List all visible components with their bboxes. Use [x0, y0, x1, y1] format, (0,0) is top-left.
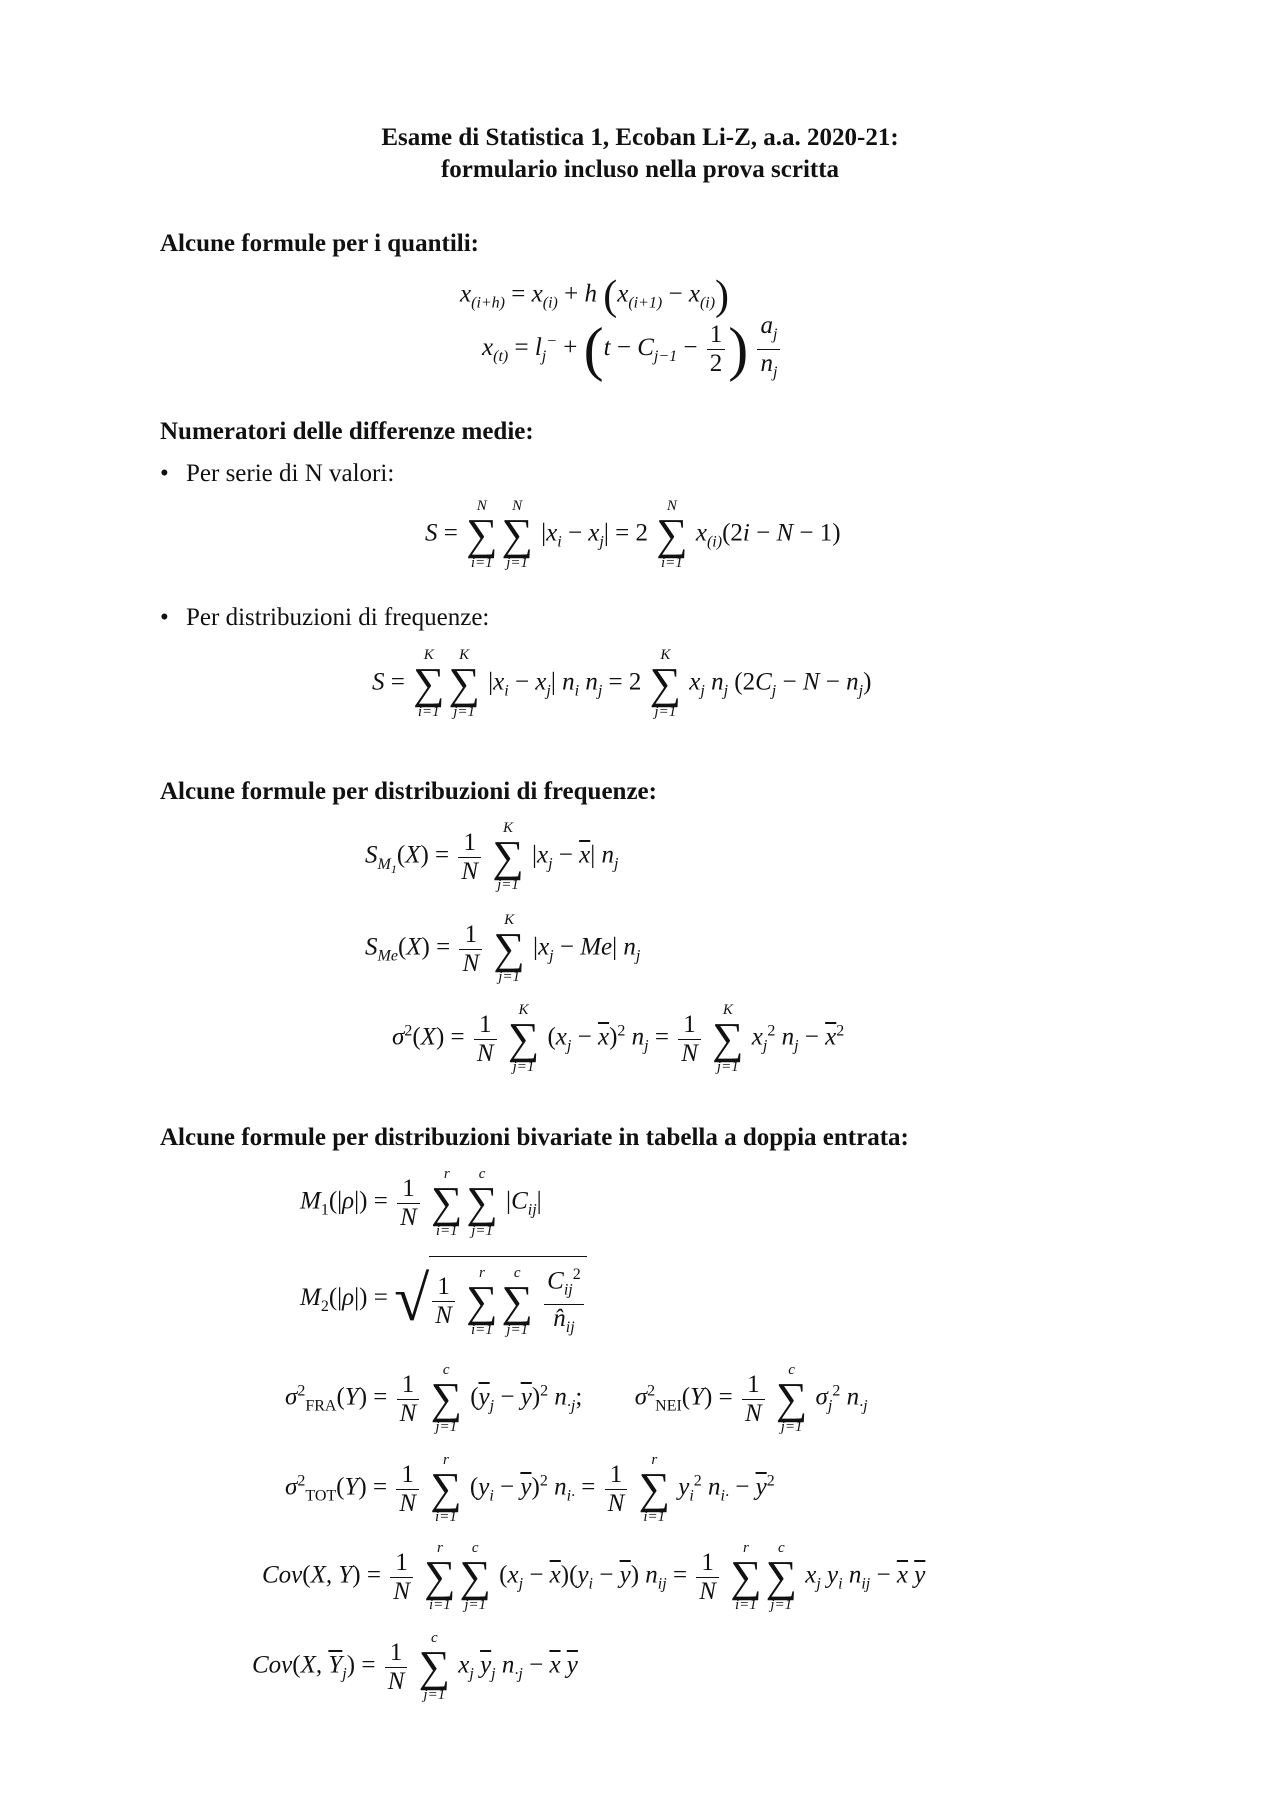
formula-m2-rho: $M_2(|\rho|)$ = √ $\frac{1}{N}$ r ∑ i=1 c ∑ j=1 $\frac{C_{ij}^2}{n̂_{ij}}$: [300, 1256, 587, 1342]
document-title-line2: formulario incluso nella prova scritta: [440, 156, 840, 183]
formula-m1-rho: $M_1(|\rho|)$ = $\frac{1}{N}$ r ∑ i=1 c ∑ j=1 $|C_{ij}|$: [300, 1166, 542, 1239]
bullet-distribuzioni-frequenze: • Per distribuzioni di frequenze:: [160, 604, 490, 631]
formula-covarianza-medie-condizionate: Cov(X, $\overline{Y}_j$) = $\frac{1}{N}$ c ∑ j=1 $x_j$ $\overline{y}_j$ $n_{\cdot j} - \overline{x}$ $\overline{y}$: [252, 1630, 578, 1703]
bullet-frequenze-label: Per distribuzioni di frequenze:: [186, 604, 490, 631]
formula-scostamento-mediana: $S_{Me}(X)$ = $\frac{1}{N}$ K ∑ j=1 $|x_j - Me|$ $n_j$: [365, 912, 641, 985]
heading-distribuzioni-bivariate: Alcune formule per distribuzioni bivariate in tabella a doppia entrata:: [160, 1124, 909, 1151]
formula-varianza: $\sigma^2(X)$ = $\frac{1}{N}$ K ∑ j=1 $(x_j - \overline{x})^2$ $n_j$ = $\frac{1}{N}$ K ∑ j=1 $x_j^2$ $n_j - \overline{x}^2$: [392, 1002, 845, 1075]
bullet-serie-valori: • Per serie di N valori:: [160, 460, 395, 487]
document-title-line1: Esame di Statistica 1, Ecoban Li-Z, a.a. 2020-21:: [381, 124, 899, 151]
formula-quantile-interpolation: $x_{(i+h)} = x_{(i)} + h$ $(x_{(i+1)} - x_{(i)})$: [460, 273, 730, 319]
formula-scostamento-media: $S_{M_1}(X)$ = $\frac{1}{N}$ K ∑ j=1 $|x_j - \overline{x}|$ $n_j$: [365, 820, 619, 893]
heading-differenze-medie: Numeratori delle differenze medie:: [160, 418, 534, 445]
formula-gini-serie: S = N ∑ i=1 N ∑ j=1 $|x_i - x_j| = 2$ N ∑ i=1 $x_{(i)}(2i - N - 1)$: [425, 498, 841, 571]
formula-gini-frequenze: S = K ∑ i=1 K ∑ j=1 $|x_i - x_j|$ $n_i$ $n_j = 2$ K ∑ j=1 $x_j$ $n_j$ $(2C_j - N - n_j)$: [372, 647, 872, 720]
heading-distribuzioni-frequenze: Alcune formule per distribuzioni di frequenze:: [160, 778, 657, 805]
formula-varianza-tot: $\sigma^2_{TOT}(Y)$ = $\frac{1}{N}$ r ∑ i=1 $(y_i - \overline{y})^2$ $n_{i\cdot}$ = $\frac{1}{N}$ r ∑ i=1 $y_i^2$ $n_{i\cdot} - \overline{y}^2$: [285, 1452, 775, 1525]
heading-quantili: Alcune formule per i quantili:: [160, 230, 479, 257]
formula-quantile-classes: $x_{(t)} = l_j^- + (t - C_{j-1}$ − $\frac{1}{2}$ ) $\frac{a_j}{n_j}$: [482, 312, 783, 387]
formula-covarianza: Cov(X, Y) = $\frac{1}{N}$ r ∑ i=1 c ∑ j=1 $(x_j - \overline{x})(y_i - \overline{y}) n_{ij}$ = $\frac{1}{N}$ r ∑ i=1 c ∑ j=1 $x_j$ $y_i$ $n_{ij} - \overline{x}$ $\overline{y}$: [262, 1540, 926, 1613]
bullet-serie-label: Per serie di N valori:: [186, 460, 395, 487]
formula-varianza-fra-nei: $\sigma^2_{FRA}(Y)$ = $\frac{1}{N}$ c ∑ j=1 $(\overline{y}_j - \overline{y})^2$ $n_{\cdot j}$; $\sigma^2_{NEI}(Y)$ = $\frac{1}{N}$ c ∑ j=1 $\sigma_j^2$ $n_{\cdot j}$: [285, 1362, 868, 1435]
